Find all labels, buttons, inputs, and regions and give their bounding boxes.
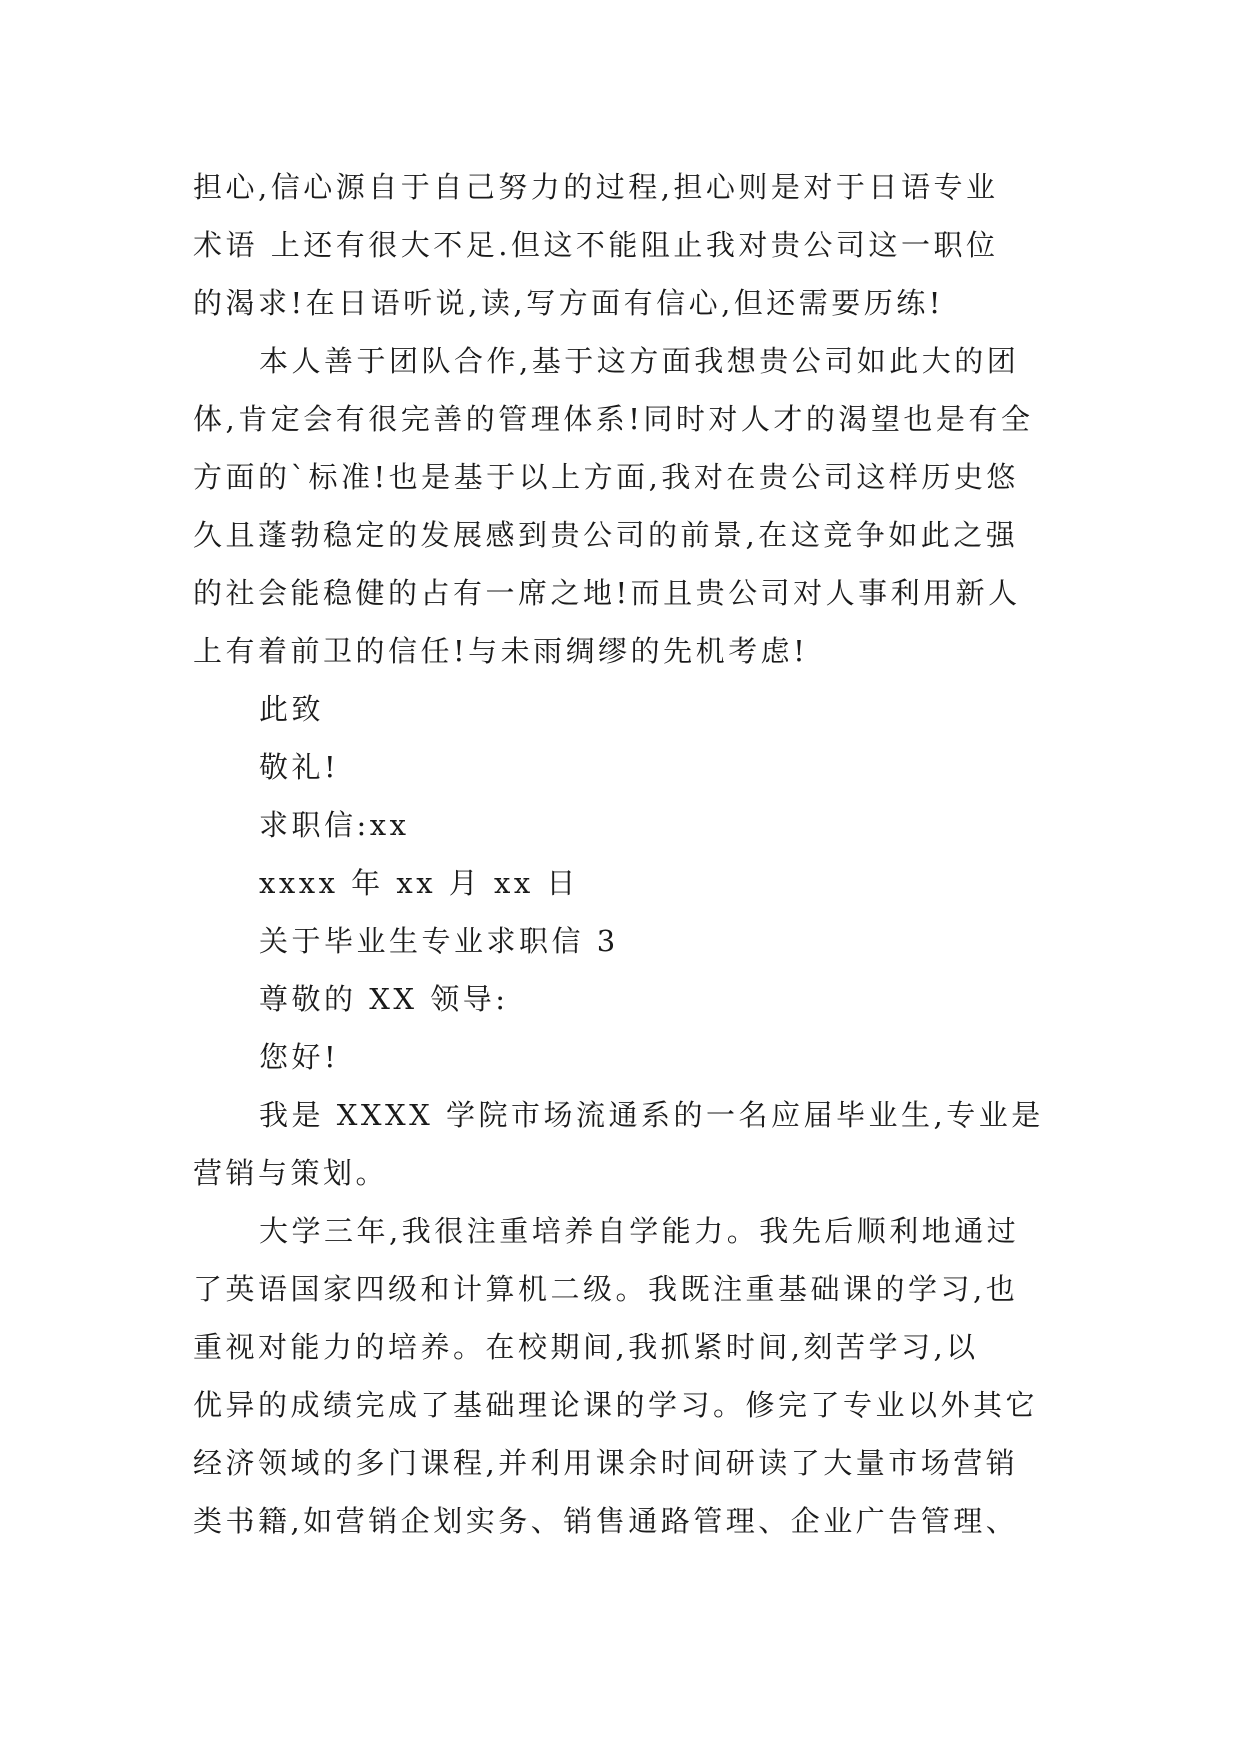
text-line: 方面的`标准!也是基于以上方面,我对在贵公司这样历史悠 [193, 460, 1019, 494]
text-line: 我是 XXXX 学院市场流通系的一名应届毕业生,专业是 [259, 1098, 1044, 1132]
text-line: 体,肯定会有很完善的管理体系!同时对人才的渴望也是有全 [193, 402, 1034, 436]
text-line: 您好! [259, 1040, 340, 1074]
text-line: 术语 上还有很大不足.但这不能阻止我对贵公司这一职位 [193, 228, 999, 262]
text-line: 的社会能稳健的占有一席之地!而且贵公司对人事利用新人 [193, 576, 1021, 610]
text-line: 类书籍,如营销企划实务、销售通路管理、企业广告管理、 [193, 1504, 1019, 1538]
text-line: 了英语国家四级和计算机二级。我既注重基础课的学习,也 [193, 1272, 1019, 1306]
text-line: 大学三年,我很注重培养自学能力。我先后顺利地通过 [259, 1214, 1020, 1248]
text-line: 优异的成绩完成了基础理论课的学习。修完了专业以外其它 [193, 1388, 1039, 1422]
text-line: 的渴求!在日语听说,读,写方面有信心,但还需要历练! [193, 286, 944, 320]
text-line: xxxx 年 xx 月 xx 日 [259, 866, 579, 900]
text-line: 重视对能力的培养。在校期间,我抓紧时间,刻苦学习,以 [193, 1330, 979, 1364]
text-line: 久且蓬勃稳定的发展感到贵公司的前景,在这竞争如此之强 [193, 518, 1019, 552]
text-line: 尊敬的 XX 领导: [259, 982, 509, 1016]
text-line: 上有着前卫的信任!与未雨绸缪的先机考虑! [193, 634, 809, 668]
text-line: 关于毕业生专业求职信 3 [259, 924, 619, 958]
text-line: 此致 [259, 692, 325, 726]
text-line: 本人善于团队合作,基于这方面我想贵公司如此大的团 [259, 344, 1020, 378]
text-line: 敬礼! [259, 750, 340, 784]
text-line: 担心,信心源自于自己努力的过程,担心则是对于日语专业 [193, 170, 999, 204]
text-line: 求职信:xx [259, 808, 410, 842]
text-line: 经济领域的多门课程,并利用课余时间研读了大量市场营销 [193, 1446, 1019, 1480]
text-line: 营销与策划。 [193, 1156, 389, 1190]
letter-body [193, 158, 1073, 1550]
